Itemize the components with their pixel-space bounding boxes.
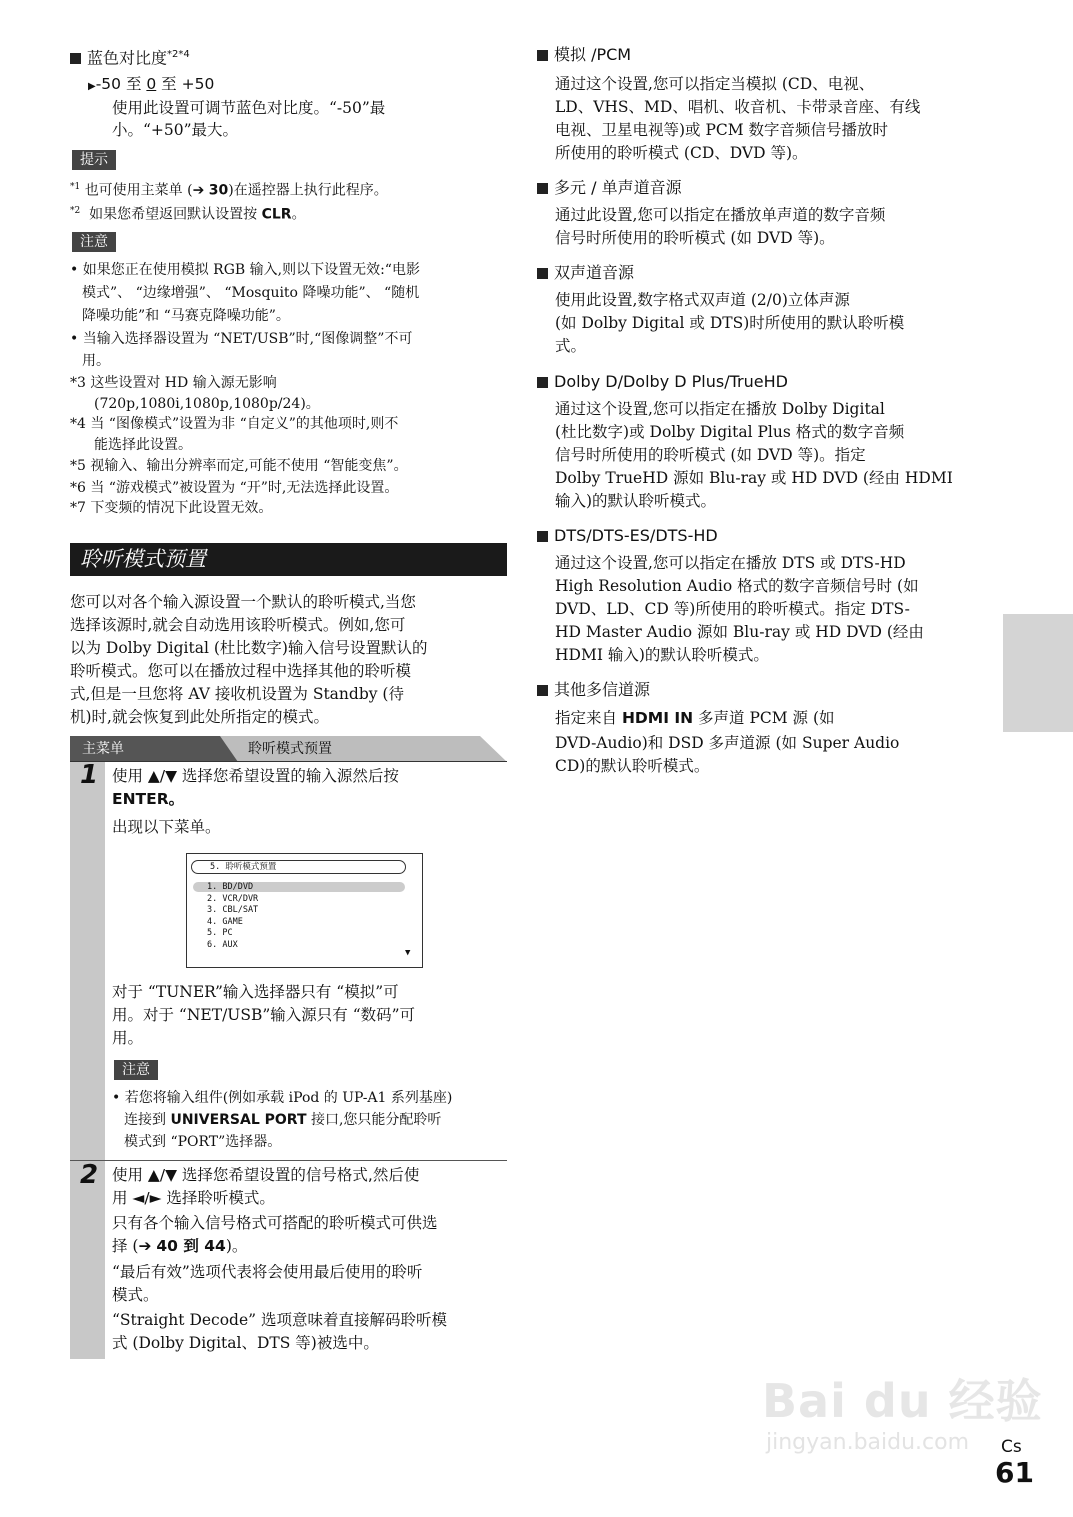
- dolby-heading: Dolby D/Dolby D Plus/TrueHD: [537, 372, 788, 392]
- note-line: *7 下变频的情况下此设置无效。: [70, 500, 273, 516]
- intro-line: 机)时,就会恢复到此处所指定的模式。: [70, 708, 329, 726]
- menu-screenshot: [186, 853, 423, 968]
- tip-2: $^{*2}$ 如果您希望返回默认设置按 CLR。: [70, 206, 306, 223]
- side-thumb-tab: [1003, 614, 1073, 732]
- step-1-after-2: 用。对于 “NET/USB”输入源只有 “数码”可: [112, 1006, 416, 1024]
- multichannel-text: 指定来自 HDMI IN 多声道 PCM 源 (如: [555, 709, 835, 727]
- step-1-after-3: 用。: [112, 1029, 144, 1047]
- intro-line: 您可以对各个输入源设置一个默认的聆听模式,当您: [70, 593, 416, 611]
- menu-item: 5. PC: [207, 928, 233, 938]
- breadcrumb-main: 主菜单: [82, 741, 124, 757]
- multichannel-text: CD)的默认聆听模式。: [555, 757, 710, 775]
- square-bullet-icon: [537, 531, 548, 542]
- note-line: 用。: [82, 353, 110, 369]
- note-line: 能选择此设置。: [94, 437, 192, 453]
- dts-text: HDMI 输入)的默认聆听模式。: [555, 646, 769, 664]
- stereo-text: 式。: [555, 337, 587, 355]
- note-line: 降噪功能”和 “马赛克降噪功能”。: [82, 308, 290, 324]
- analog-pcm-text: 通过这个设置,您可以指定当模拟 (CD、电视、: [555, 75, 875, 93]
- breadcrumb-sub: 聆听模式预置: [248, 741, 332, 757]
- stereo-text: 使用此设置,数字格式双声道 (2/0)立体声源: [555, 291, 850, 309]
- tip-1: $^{*1}$ 也可使用主菜单 (➔ 30)在遥控器上执行此程序。: [70, 182, 388, 199]
- square-bullet-icon: [537, 377, 548, 388]
- note-line: *6 当 “游戏模式”被设置为 “开”时,无法选择此设置。: [70, 480, 399, 496]
- step-2-line-8: 式 (Dolby Digital、DTS 等)被选中。: [112, 1334, 379, 1352]
- step-2-line-1: 使用 ▲/▼ 选择您希望设置的信号格式,然后使: [112, 1166, 420, 1184]
- note-line: *3 这些设置对 HD 输入源无影响: [70, 375, 277, 391]
- note-line: (720p,1080i,1080p,1080p/24)。: [94, 396, 320, 412]
- blue-contrast-desc-2: 小。“+50”最大。: [112, 121, 239, 139]
- step-2-gutter: [70, 1161, 105, 1359]
- square-bullet-icon: [537, 183, 548, 194]
- triangle-right-icon: ▶: [88, 81, 96, 92]
- dolby-text: 信号时所使用的聆听模式 (如 DVD 等)。指定: [555, 446, 866, 464]
- blue-contrast-range: ▶-50 至 0 至 +50: [88, 75, 215, 93]
- mono-text: 信号时所使用的聆听模式 (如 DVD 等)。: [555, 229, 835, 247]
- intro-line: 以为 Dolby Digital (杜比数字)输入信号设置默认的: [70, 639, 428, 657]
- step-2-line-5: “最后有效”选项代表将会使用最后使用的聆听: [112, 1263, 423, 1281]
- square-bullet-icon: [70, 53, 81, 64]
- analog-pcm-text: 所使用的聆听模式 (CD、DVD 等)。: [555, 144, 808, 162]
- square-bullet-icon: [537, 268, 548, 279]
- tip-tag: 提示: [72, 150, 116, 170]
- step-1-note-2: 连接到 UNIVERSAL PORT 接口,您只能分配聆听: [124, 1112, 442, 1128]
- menu-item: 6. AUX: [207, 940, 238, 950]
- step-1-gutter: [70, 762, 105, 1160]
- menu-item: 3. CBL/SAT: [207, 905, 259, 915]
- step-2-line-6: 模式。: [112, 1286, 159, 1304]
- step-1-line-2: ENTER。: [112, 790, 185, 808]
- analog-pcm-text: 电视、卫星电视等)或 PCM 数字音频信号播放时: [555, 121, 889, 139]
- blue-contrast-desc-1: 使用此设置可调节蓝色对比度。“-50”最: [112, 99, 386, 117]
- menu-title: 5. 聆听模式预置: [191, 860, 406, 874]
- dolby-text: Dolby TrueHD 源如 Blu-ray 或 HD DVD (经由 HDMI: [555, 469, 953, 487]
- section-title: 聆听模式预置: [70, 543, 507, 576]
- note-line: *5 视输入、输出分辨率而定,可能不使用 “智能变焦”。: [70, 458, 408, 474]
- language-code: Cs: [1001, 1437, 1022, 1457]
- intro-line: 选择该源时,就会自动选用该聆听模式。例如,您可: [70, 616, 406, 634]
- note-line: 模式”、 “边缘增强”、 “Mosquito 降噪功能”、 “随机: [82, 285, 420, 301]
- step-2-line-7: “Straight Decode” 选项意味着直接解码聆听模: [112, 1311, 447, 1329]
- dts-text: 通过这个设置,您可以指定在播放 DTS 或 DTS-HD: [555, 554, 906, 572]
- square-bullet-icon: [537, 50, 548, 61]
- blue-contrast-heading: 蓝色对比度$^{*2*4}$: [70, 45, 190, 68]
- note-line: *4 当 “图像模式”设置为非 “自定义”的其他项时,则不: [70, 416, 399, 432]
- watermark-brand: Bai du 经验: [762, 1374, 1043, 1428]
- mono-heading: 多元 / 单声道音源: [537, 178, 682, 198]
- dolby-text: 通过这个设置,您可以指定在播放 Dolby Digital: [555, 400, 885, 418]
- dts-text: HD Master Audio 源如 Blu-ray 或 HD DVD (经由: [555, 623, 924, 641]
- step-1-note-1: • 若您将输入组件(例如承载 iPod 的 UP-A1 系列基座): [112, 1090, 453, 1106]
- dts-text: High Resolution Audio 格式的数字音频信号时 (如: [555, 577, 919, 595]
- step-1-line-1: 使用 ▲/▼ 选择您希望设置的输入源然后按: [112, 767, 399, 785]
- menu-item: 2. VCR/DVR: [207, 894, 259, 904]
- intro-line: 聆听模式。您可以在播放过程中选择其他的聆听模: [70, 662, 412, 680]
- step-2-number: 2: [80, 1160, 99, 1190]
- step-1-number: 1: [80, 760, 99, 790]
- note-line: • 如果您正在使用模拟 RGB 输入,则以下设置无效:“电影: [70, 262, 420, 278]
- step-1-after-1: 对于 “TUNER”输入选择器只有 “模拟”可: [112, 983, 399, 1001]
- step-2-line-4: 择 (➔ 40 到 44)。: [112, 1237, 248, 1255]
- dts-text: DVD、LD、CD 等)所使用的聆听模式。指定 DTS-: [555, 600, 910, 618]
- scroll-down-icon: ▼: [405, 948, 411, 958]
- menu-item: 1. BD/DVD: [207, 882, 254, 892]
- step-2-line-3: 只有各个输入信号格式可搭配的聆听模式可供选: [112, 1214, 438, 1232]
- step-1-note-3: 模式到 “PORT”选择器。: [124, 1134, 282, 1150]
- intro-line: 式,但是一旦您将 AV 接收机设置为 Standby (待: [70, 685, 404, 703]
- dts-heading: DTS/DTS-ES/DTS-HD: [537, 526, 718, 546]
- step-1-line-3: 出现以下菜单。: [112, 818, 221, 836]
- dolby-text: 输入)的默认聆听模式。: [555, 492, 717, 510]
- menu-item: 4. GAME: [207, 917, 243, 927]
- multichannel-text: DVD-Audio)和 DSD 多声道源 (如 Super Audio: [555, 734, 900, 752]
- step-2-line-2: 用 ◄/► 选择聆听模式。: [112, 1189, 275, 1207]
- multichannel-heading: 其他多信道源: [537, 680, 650, 700]
- step-1-note-tag: 注意: [114, 1060, 158, 1080]
- watermark-url: jingyan.baidu.com: [766, 1430, 970, 1455]
- analog-pcm-heading: 模拟 /PCM: [537, 45, 631, 65]
- analog-pcm-text: LD、VHS、MD、唱机、收音机、卡带录音座、有线: [555, 98, 921, 116]
- stereo-text: (如 Dolby Digital 或 DTS)时所使用的默认聆听模: [555, 314, 905, 332]
- mono-text: 通过此设置,您可以指定在播放单声道的数字音频: [555, 206, 886, 224]
- dolby-text: (杜比数字)或 Dolby Digital Plus 格式的数字音频: [555, 423, 905, 441]
- stereo-heading: 双声道音源: [537, 263, 634, 283]
- note-line: • 当输入选择器设置为 “NET/USB”时,“图像调整”不可: [70, 331, 413, 347]
- square-bullet-icon: [537, 685, 548, 696]
- page-number: 61: [995, 1456, 1034, 1489]
- step-divider: [70, 1160, 507, 1161]
- note-tag: 注意: [72, 232, 116, 252]
